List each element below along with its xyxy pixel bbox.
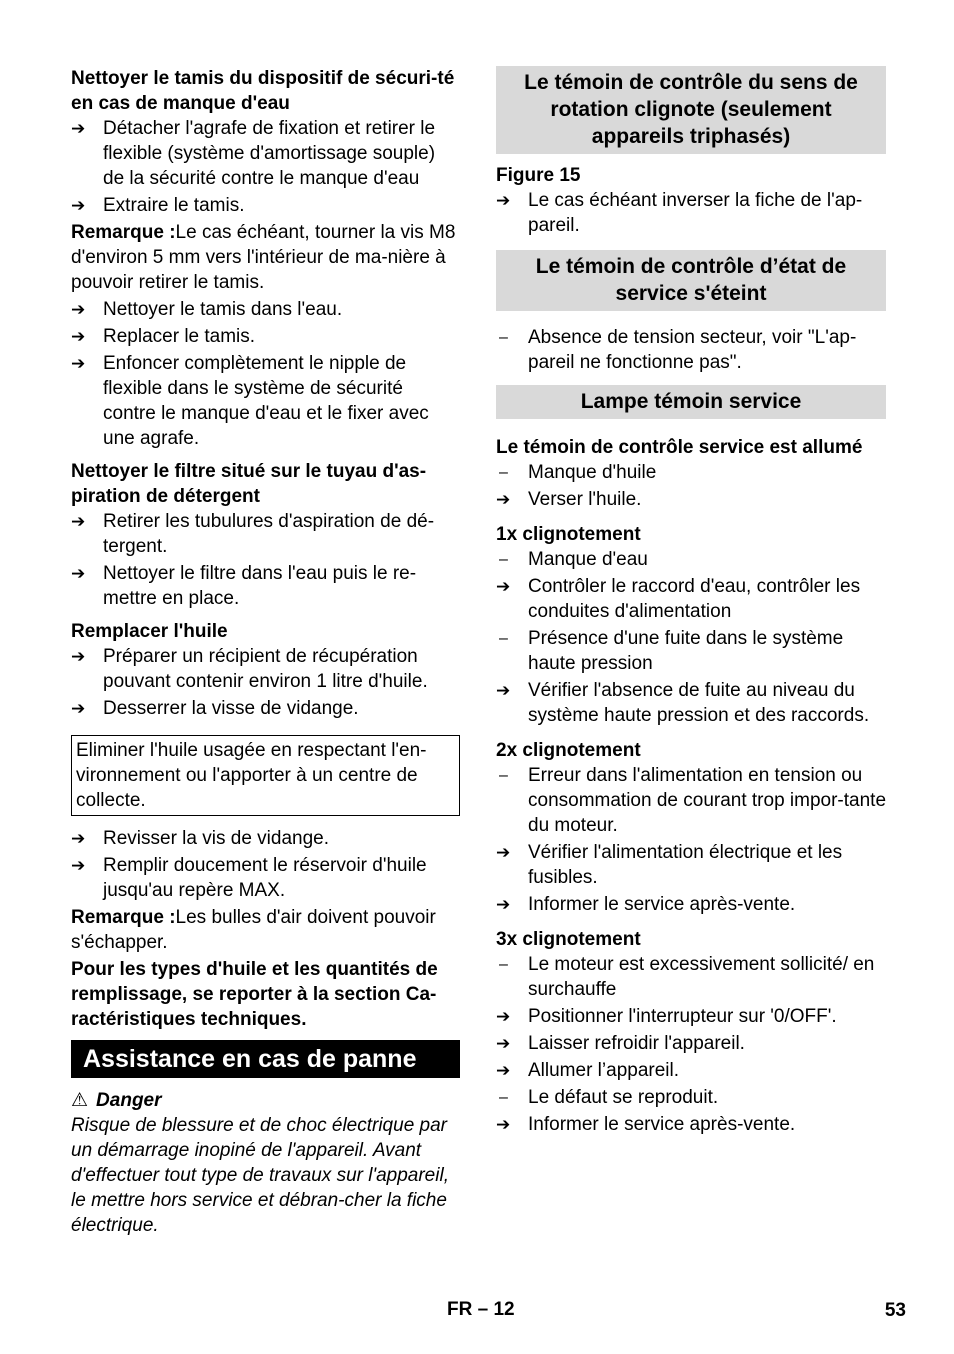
- remark-paragraph: Remarque :Le cas échéant, tourner la vis M8 d'environ 5 mm vers l'intérieur de ma-nière à pouvoir retirer le tamis.: [71, 222, 456, 293]
- list-item: ➔ Nettoyer le filtre dans l'eau puis le re-mettre en place.: [71, 563, 417, 609]
- heading-service-lamp: Lampe témoin service: [496, 385, 886, 419]
- subheading-3x: 3x clignotement: [496, 929, 641, 950]
- subheading-2x: 2x clignotement: [496, 740, 641, 761]
- dash-icon: –: [499, 630, 508, 647]
- list-item: ➔ Revisser la vis de vidange.: [71, 828, 329, 849]
- heading-clean-sieve: Nettoyer le tamis du dispositif de sécuri-té en cas de manque d'eau: [71, 68, 455, 114]
- list-2x-blink: [496, 763, 886, 917]
- list-item: – Absence de tension secteur, voir "L'ap-pareil ne fonctionne pas".: [496, 325, 886, 375]
- heading-replace-oil: Remplacer l'huile: [71, 621, 228, 642]
- list-item: ➔ Laisser refroidir l'appareil.: [496, 1033, 745, 1054]
- arrow-icon: ➔: [71, 856, 86, 875]
- arrow-icon: ➔: [71, 512, 86, 531]
- list-item: ➔ Replacer le tamis.: [71, 326, 256, 347]
- list-item: – Manque d'huile: [496, 460, 886, 485]
- footer-section-label: FR – 12: [447, 1299, 515, 1320]
- arrow-icon: ➔: [71, 699, 86, 718]
- arrow-icon: ➔: [71, 327, 86, 346]
- list-item: ➔ Vérifier l'alimentation électrique et les fusibles.: [496, 842, 843, 888]
- list-item: ➔ Vérifier l'absence de fuite au niveau du système haute pression et des raccords.: [496, 680, 870, 726]
- arrow-icon: ➔: [71, 300, 86, 319]
- list-item: ➔ Retirer les tubulures d'aspiration de dé-tergent.: [71, 511, 435, 557]
- list-item: ➔ Allumer l’appareil.: [496, 1060, 680, 1081]
- arrow-icon: ➔: [496, 681, 511, 700]
- list-item: – Le moteur est excessivement sollicité/ en surchauffe: [496, 952, 886, 1002]
- list-clean-sieve-2: [71, 297, 460, 451]
- list-item: ➔ Positionner l'interrupteur sur '0/OFF'.: [496, 1006, 837, 1027]
- arrow-icon: ➔: [71, 647, 86, 666]
- list-clean-sieve: [71, 116, 460, 218]
- arrow-icon: ➔: [71, 564, 86, 583]
- list-item: ➔ Le cas échéant inverser la fiche de l'ap-pareil.: [496, 190, 863, 236]
- list-item: ➔ Verser l'huile.: [496, 489, 642, 510]
- section-title-troubleshooting: Assistance en cas de panne: [71, 1040, 460, 1078]
- list-item: ➔ Préparer un récipient de récupération pouvant contenir environ 1 litre d'huile.: [71, 646, 428, 692]
- list-item: – Présence d'une fuite dans le système haute pression: [496, 626, 886, 676]
- danger-heading: ⚠ Danger: [71, 1090, 162, 1111]
- list-item: – Manque d'eau: [496, 547, 886, 572]
- list-replace-oil: [71, 644, 460, 721]
- arrow-icon: ➔: [496, 1061, 511, 1080]
- dash-icon: –: [499, 551, 508, 568]
- arrow-icon: ➔: [71, 354, 86, 373]
- dash-icon: –: [499, 767, 508, 784]
- warning-icon: ⚠: [71, 1090, 89, 1111]
- list-1x-blink: [496, 547, 886, 728]
- arrow-icon: ➔: [496, 1007, 511, 1026]
- arrow-icon: ➔: [496, 1115, 511, 1134]
- arrow-icon: ➔: [496, 1034, 511, 1053]
- list-replace-oil-2: [71, 826, 460, 903]
- list-clean-filter: [71, 509, 460, 611]
- list-item: – Erreur dans l'alimentation en tension ou consommation de courant trop impor-tante du moteur.: [496, 763, 886, 838]
- list-item: – Le défaut se reproduit.: [496, 1085, 886, 1110]
- list-item: ➔ Détacher l'agrafe de fixation et retirer le flexible (système d'amortissage souple) de la sécurité contre le manque d'eau: [71, 118, 436, 189]
- figure-reference: Figure 15: [496, 165, 581, 186]
- list-item: ➔ Desserrer la visse de vidange.: [71, 698, 359, 719]
- danger-text: Risque de blessure et de choc électrique par un démarrage inopiné de l'appareil. Avant d'effectuer tout type de travaux sur l'appareil, le mettre hors service et débran-cher la fiche électrique.: [71, 1115, 449, 1236]
- list-item: ➔ Nettoyer le tamis dans l'eau.: [71, 299, 343, 320]
- dash-icon: –: [499, 329, 508, 346]
- list-item: ➔ Extraire le tamis.: [71, 195, 245, 216]
- dash-icon: –: [499, 464, 508, 481]
- heading-clean-filter: Nettoyer le filtre situé sur le tuyau d'as-piration de détergent: [71, 461, 427, 507]
- heading-status-indicator: Le témoin de contrôle d’état de service s'éteint: [496, 250, 886, 311]
- arrow-icon: ➔: [496, 577, 511, 596]
- right-column: [496, 66, 886, 1139]
- subheading-lit: Le témoin de contrôle service est allumé: [496, 437, 863, 458]
- list-item: ➔ Remplir doucement le réservoir d'huile jusqu'au repère MAX.: [71, 855, 427, 901]
- arrow-icon: ➔: [496, 895, 511, 914]
- dash-icon: –: [499, 1089, 508, 1106]
- list-item: ➔ Informer le service après-vente.: [496, 1114, 796, 1135]
- list-item: ➔ Enfoncer complètement le nipple de flexible dans le système de sécurité contre le manque d'eau et le fixer avec une agrafe.: [71, 353, 429, 449]
- arrow-icon: ➔: [71, 119, 86, 138]
- environment-note-box: Eliminer l'huile usagée en respectant l'en-vironnement ou l'apporter à un centre de collecte.: [71, 735, 460, 816]
- list-service-lit: [496, 460, 886, 512]
- arrow-icon: ➔: [71, 196, 86, 215]
- remark-paragraph-2: Remarque :Les bulles d'air doivent pouvoir s'échapper.: [71, 907, 436, 953]
- left-column: [71, 66, 460, 1240]
- page-number: 53: [884, 1300, 906, 1321]
- arrow-icon: ➔: [496, 843, 511, 862]
- arrow-icon: ➔: [71, 829, 86, 848]
- list-item: ➔ Informer le service après-vente.: [496, 894, 796, 915]
- arrow-icon: ➔: [496, 490, 511, 509]
- dash-icon: –: [499, 956, 508, 973]
- heading-rotation-indicator: Le témoin de contrôle du sens de rotation clignote (seulement appareils triphasés): [496, 66, 886, 154]
- arrow-icon: ➔: [496, 191, 511, 210]
- oil-types-note: Pour les types d'huile et les quantités de remplissage, se reporter à la section Ca-ractéristiques techniques.: [71, 959, 438, 1030]
- list-item: ➔ Contrôler le raccord d'eau, contrôler les conduites d'alimentation: [496, 576, 861, 622]
- subheading-1x: 1x clignotement: [496, 524, 641, 545]
- list-3x-blink: [496, 952, 886, 1137]
